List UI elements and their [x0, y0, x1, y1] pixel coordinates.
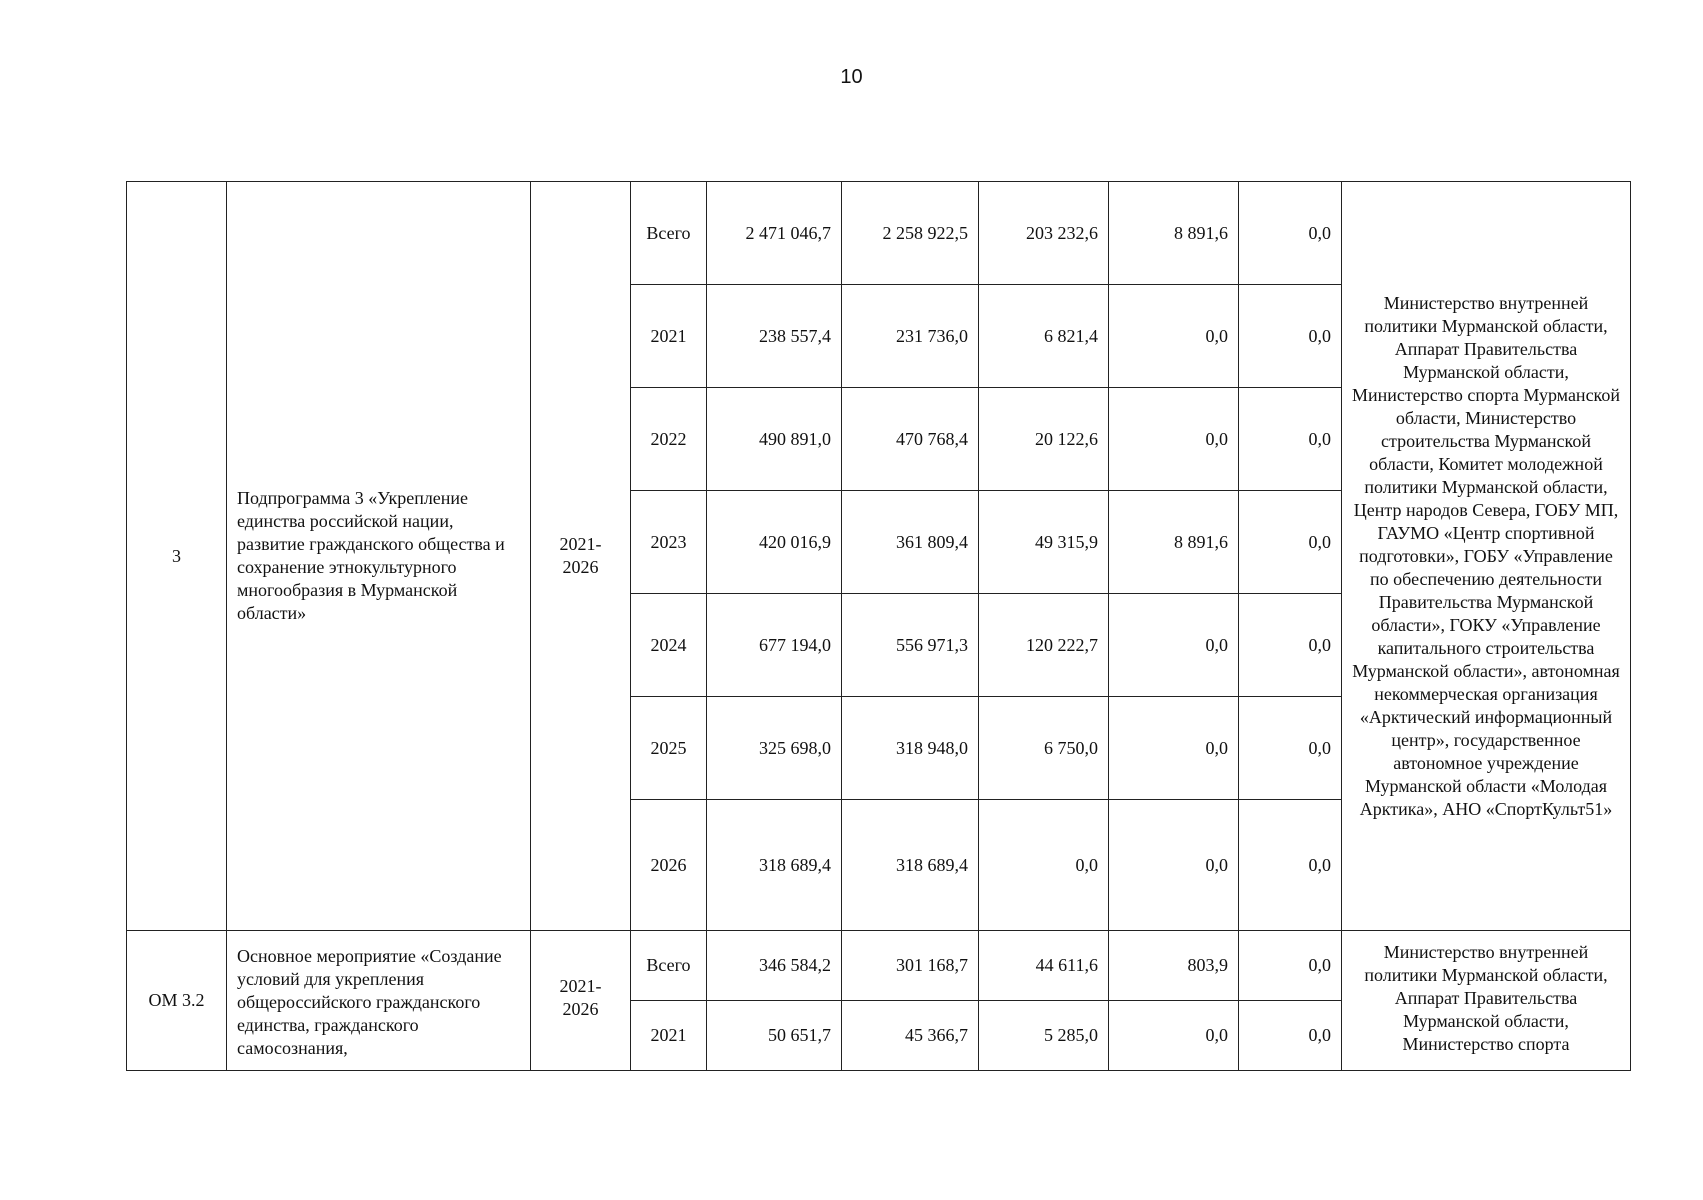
value-cell: 318 689,4 — [842, 800, 979, 931]
row-number: ОМ 3.2 — [127, 931, 227, 1071]
total-cell: 238 557,4 — [707, 285, 842, 388]
value-cell: 6 750,0 — [979, 697, 1109, 800]
value-cell: 0,0 — [1109, 388, 1239, 491]
year-cell: Всего — [631, 931, 707, 1001]
value-cell: 0,0 — [1109, 1001, 1239, 1071]
value-cell: 0,0 — [1239, 800, 1342, 931]
value-cell: 361 809,4 — [842, 491, 979, 594]
total-cell: 2 471 046,7 — [707, 182, 842, 285]
total-cell: 490 891,0 — [707, 388, 842, 491]
period — [531, 931, 631, 1071]
table-row — [127, 931, 1631, 1001]
value-cell: 0,0 — [1239, 285, 1342, 388]
value-cell: 556 971,3 — [842, 594, 979, 697]
value-cell: 0,0 — [979, 800, 1109, 931]
year-cell: 2022 — [631, 388, 707, 491]
executors: Министерство внутренней политики Мурманской области, Аппарат Правительства Мурманской области, Министерство спорта Мурманской области, Министерство строительства Мурманской области, Комитет молодежной политики Мурманской области, Центр народов Севера, ГОБУ МП, ГАУМО «Центр спортивной подготовки», ГОБУ «Управление по обеспечению деятельности Правительства Мурманской области», ГОКУ «Управление капитального строительства Мурманской области», автономная некоммерческая организация «Арктический информационный центр», государственное автономное учреждение Мурманской области «Молодая Арктика», АНО «СпортКульт51» — [1342, 182, 1631, 931]
year-cell: 2021 — [631, 285, 707, 388]
value-cell: 0,0 — [1239, 182, 1342, 285]
value-cell: 5 285,0 — [979, 1001, 1109, 1071]
total-cell: 50 651,7 — [707, 1001, 842, 1071]
page-number: 10 — [840, 66, 863, 88]
total-cell: 346 584,2 — [707, 931, 842, 1001]
value-cell: 0,0 — [1239, 594, 1342, 697]
value-cell: 44 611,6 — [979, 931, 1109, 1001]
value-cell: 20 122,6 — [979, 388, 1109, 491]
financing-table — [126, 181, 1631, 1071]
value-cell: 318 948,0 — [842, 697, 979, 800]
year-cell: 2024 — [631, 594, 707, 697]
value-cell: 2 258 922,5 — [842, 182, 979, 285]
value-cell: 0,0 — [1239, 388, 1342, 491]
executors: Министерство внутренней политики Мурманской области, Аппарат Правительства Мурманской области, Министерство спорта — [1342, 931, 1631, 1071]
value-cell: 0,0 — [1109, 594, 1239, 697]
year-cell: 2021 — [631, 1001, 707, 1071]
value-cell: 803,9 — [1109, 931, 1239, 1001]
year-cell: Всего — [631, 182, 707, 285]
value-cell: 301 168,7 — [842, 931, 979, 1001]
value-cell: 0,0 — [1239, 491, 1342, 594]
period-text: 2021- 2026 — [559, 976, 602, 1019]
period-text: 2021- 2026 — [559, 534, 602, 577]
year-cell: 2026 — [631, 800, 707, 931]
value-cell: 45 366,7 — [842, 1001, 979, 1071]
total-cell: 420 016,9 — [707, 491, 842, 594]
total-cell: 677 194,0 — [707, 594, 842, 697]
program-name: Подпрограмма 3 «Укрепление единства российской нации, развитие гражданского общества и сохранение этнокультурного многообразия в Мурманской области» — [227, 182, 531, 931]
total-cell: 325 698,0 — [707, 697, 842, 800]
value-cell: 0,0 — [1109, 285, 1239, 388]
value-cell: 0,0 — [1239, 697, 1342, 800]
total-cell: 318 689,4 — [707, 800, 842, 931]
row-number: 3 — [127, 182, 227, 931]
value-cell: 8 891,6 — [1109, 182, 1239, 285]
value-cell: 0,0 — [1239, 1001, 1342, 1071]
value-cell: 49 315,9 — [979, 491, 1109, 594]
value-cell: 231 736,0 — [842, 285, 979, 388]
value-cell: 6 821,4 — [979, 285, 1109, 388]
period — [531, 182, 631, 931]
value-cell: 203 232,6 — [979, 182, 1109, 285]
value-cell: 120 222,7 — [979, 594, 1109, 697]
program-name: Основное мероприятие «Создание условий для укрепления общероссийского гражданского единства, гражданского самосознания, — [227, 931, 531, 1071]
value-cell: 0,0 — [1109, 697, 1239, 800]
value-cell: 470 768,4 — [842, 388, 979, 491]
value-cell: 0,0 — [1109, 800, 1239, 931]
year-cell: 2023 — [631, 491, 707, 594]
table-row — [127, 182, 1631, 285]
value-cell: 0,0 — [1239, 931, 1342, 1001]
value-cell: 8 891,6 — [1109, 491, 1239, 594]
year-cell: 2025 — [631, 697, 707, 800]
